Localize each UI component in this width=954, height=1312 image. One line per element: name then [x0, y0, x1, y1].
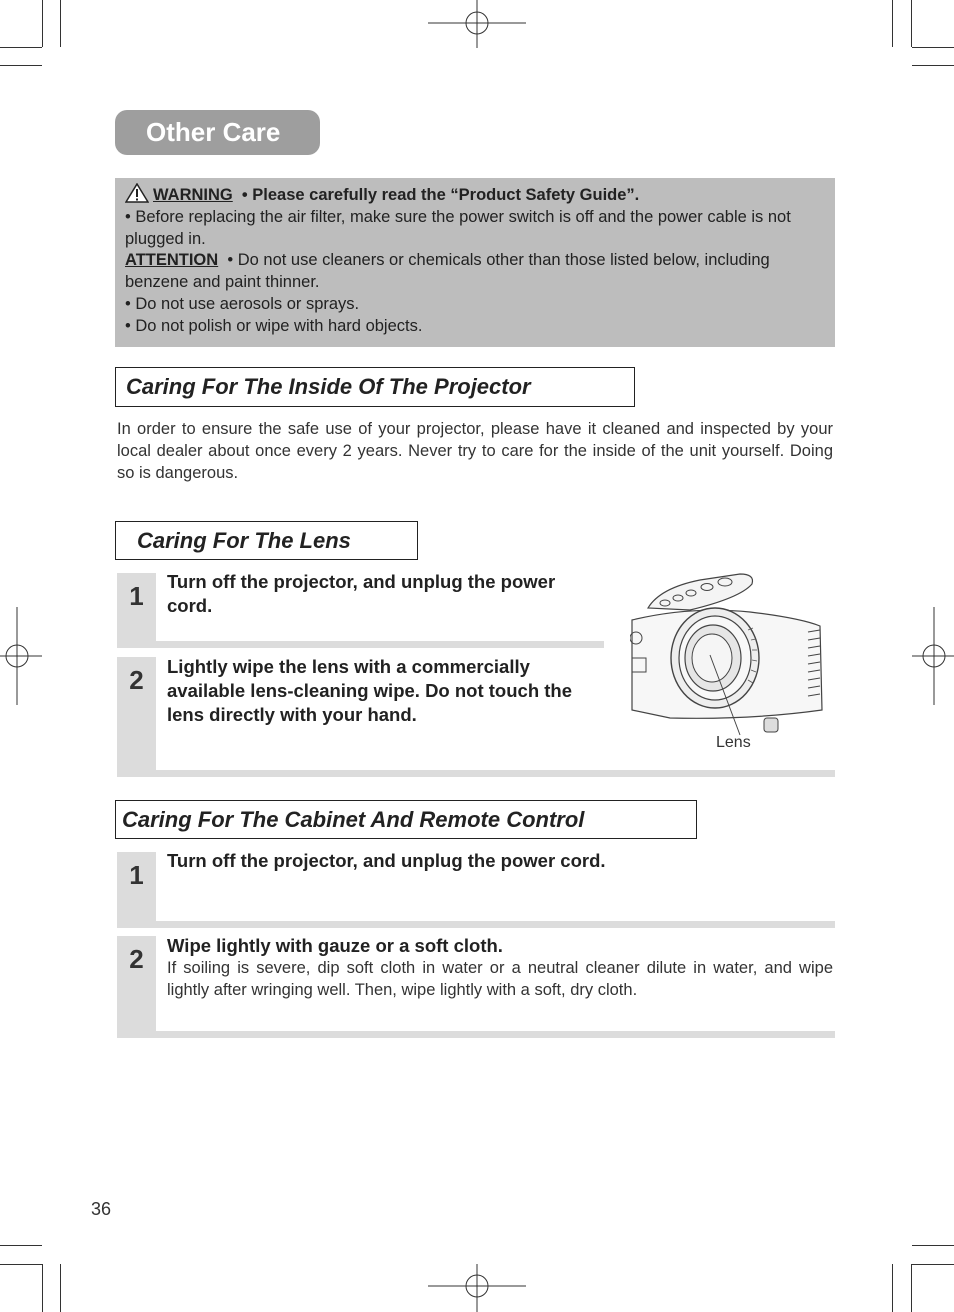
- page-title: Other Care: [115, 110, 320, 155]
- section-heading-cabinet-text: Caring For The Cabinet And Remote Control: [122, 806, 585, 832]
- lens-step-1-number: 1: [117, 573, 156, 648]
- section-heading-cabinet: [115, 800, 697, 839]
- warning-line-4: • Do not use aerosols or sprays.: [125, 294, 360, 313]
- lens-step-2-number: 2: [117, 657, 156, 777]
- cabinet-step-2-text: Wipe lightly with gauze or a soft cloth.: [167, 935, 503, 956]
- warning-text: • Please carefully read the “Product Safety Guide”.: [241, 186, 640, 204]
- attention-line: [125, 250, 825, 294]
- warning-line-5: • Do not polish or wipe with hard objects.: [125, 316, 423, 335]
- section-heading-inside: [115, 367, 635, 407]
- lens-step-1-divider: [117, 641, 604, 648]
- section-heading-inside-text: Caring For The Inside Of The Projector: [126, 374, 531, 399]
- lens-step-2-divider: [117, 770, 835, 777]
- projector-lens-illustration: [630, 570, 825, 740]
- cabinet-step-2-number: 2: [117, 936, 156, 1038]
- registration-mark-top-icon: [428, 0, 526, 48]
- section-heading-lens: [115, 521, 418, 560]
- warning-line-2: • Before replacing the air filter, make sure the power switch is off and the power cable is not plugged in.: [125, 207, 791, 248]
- inside-paragraph: In order to ensure the safe use of your projector, please have it cleaned and inspected by your local dealer about once every 2 years. Never try to care for the inside of the unit yourself. Doing so is dangerous.: [117, 420, 833, 482]
- cabinet-step-2-divider: [117, 1031, 835, 1038]
- cabinet-step-1-number: 1: [117, 852, 156, 928]
- registration-mark-right-icon: [912, 607, 954, 705]
- registration-mark-left-icon: [0, 607, 42, 705]
- cabinet-step-2-subtext: If soiling is severe, dip soft cloth in water or a neutral cleaner dilute in water, and wipe lightly after wringing well. Then, wipe lightly with a soft, dry cloth.: [167, 959, 833, 999]
- attention-label: ATTENTION: [125, 251, 219, 270]
- lens-label: Lens: [716, 734, 751, 751]
- section-heading-lens-text: Caring For The Lens: [137, 527, 351, 553]
- lens-step-2-text: Lightly wipe the lens with a commercially available lens-cleaning wipe. Do not touch the lens directly with your hand.: [167, 656, 573, 725]
- page-number: 36: [91, 1199, 112, 1219]
- cabinet-step-1-divider: [117, 921, 835, 928]
- lens-step-1-text: Turn off the projector, and unplug the power cord.: [167, 571, 556, 616]
- warning-box: [115, 178, 835, 347]
- warning-line-1: [125, 183, 825, 207]
- warning-triangle-icon: [125, 183, 149, 203]
- cabinet-step-1-text: Turn off the projector, and unplug the power cord.: [167, 850, 606, 871]
- warning-label: WARNING: [153, 186, 233, 204]
- registration-mark-bottom-icon: [428, 1264, 526, 1312]
- attention-text: • Do not use cleaners or chemicals other than those listed below, including benzene and paint thinner.: [125, 251, 770, 292]
